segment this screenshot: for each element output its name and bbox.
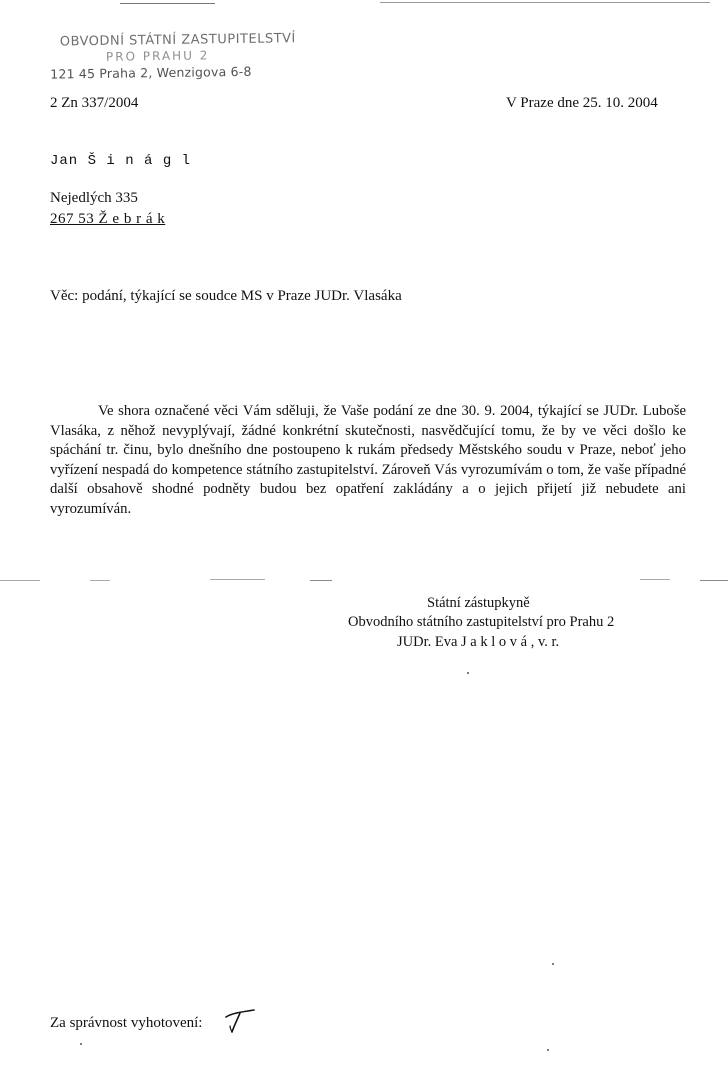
stamp-office-name: OBVODNÍ STÁTNÍ ZASTUPITELSTVÍ	[59, 31, 296, 50]
scan-artifact	[380, 2, 710, 3]
handwritten-initial-icon	[224, 1008, 256, 1034]
recipient-city: 267 53 Ž e b r á k	[50, 211, 166, 227]
scan-artifact	[310, 580, 332, 581]
recipient-street: Nejedlých 335	[50, 190, 138, 206]
scan-speck	[547, 1049, 549, 1051]
scan-speck	[467, 672, 469, 674]
scan-artifact	[640, 579, 670, 580]
stamp-for-prague: PRO PRAHU 2	[105, 48, 210, 64]
signatory-title: Státní zástupkyně	[427, 595, 530, 611]
scan-artifact	[90, 580, 110, 581]
office-stamp	[50, 31, 296, 82]
certification-label: Za správnost vyhotovení:	[50, 1015, 203, 1031]
signatory-office: Obvodního státního zastupitelství pro Prahu 2	[348, 614, 615, 630]
scan-artifact	[0, 580, 40, 581]
letter-body-text: Ve shora označené věci Vám sděluji, že Vaše podání ze dne 30. 9. 2004, týkající se JUDr. Luboše Vlasáka, z něhož nevyplývají, žádné konkrétní skutečnosti, nasvědčující tomu, že by ve věci došlo ke spáchání tr. činu, bylo dnešního dne postoupeno k rukám předsedy Městského soudu v Praze, neboť jeho vyřízení nespadá do kompetence státního zastupitelství. Zároveň Vás vyrozumívám o tom, že vaše případné další obsahově shodné podněty budou bez opatření zakládány a o jejich přijetí již nebudete ani vyrozumíván.	[50, 403, 686, 517]
scan-artifact	[210, 579, 265, 580]
stamp-address: 121 45 Praha 2, Wenzigova 6-8	[50, 63, 252, 82]
recipient-name: Jan Š i n á g l	[50, 153, 192, 169]
subject-line: Věc: podání, týkající se soudce MS v Praze JUDr. Vlasáka	[50, 288, 402, 304]
place-date: V Praze dne 25. 10. 2004	[506, 95, 658, 111]
scan-artifact	[700, 580, 728, 581]
scan-artifact	[120, 3, 215, 4]
scan-speck	[80, 1043, 82, 1045]
signatory-name: JUDr. Eva J a k l o v á , v. r.	[397, 634, 560, 650]
scan-speck	[552, 963, 554, 965]
reference-number: 2 Zn 337/2004	[50, 95, 139, 111]
letter-body	[50, 402, 686, 520]
